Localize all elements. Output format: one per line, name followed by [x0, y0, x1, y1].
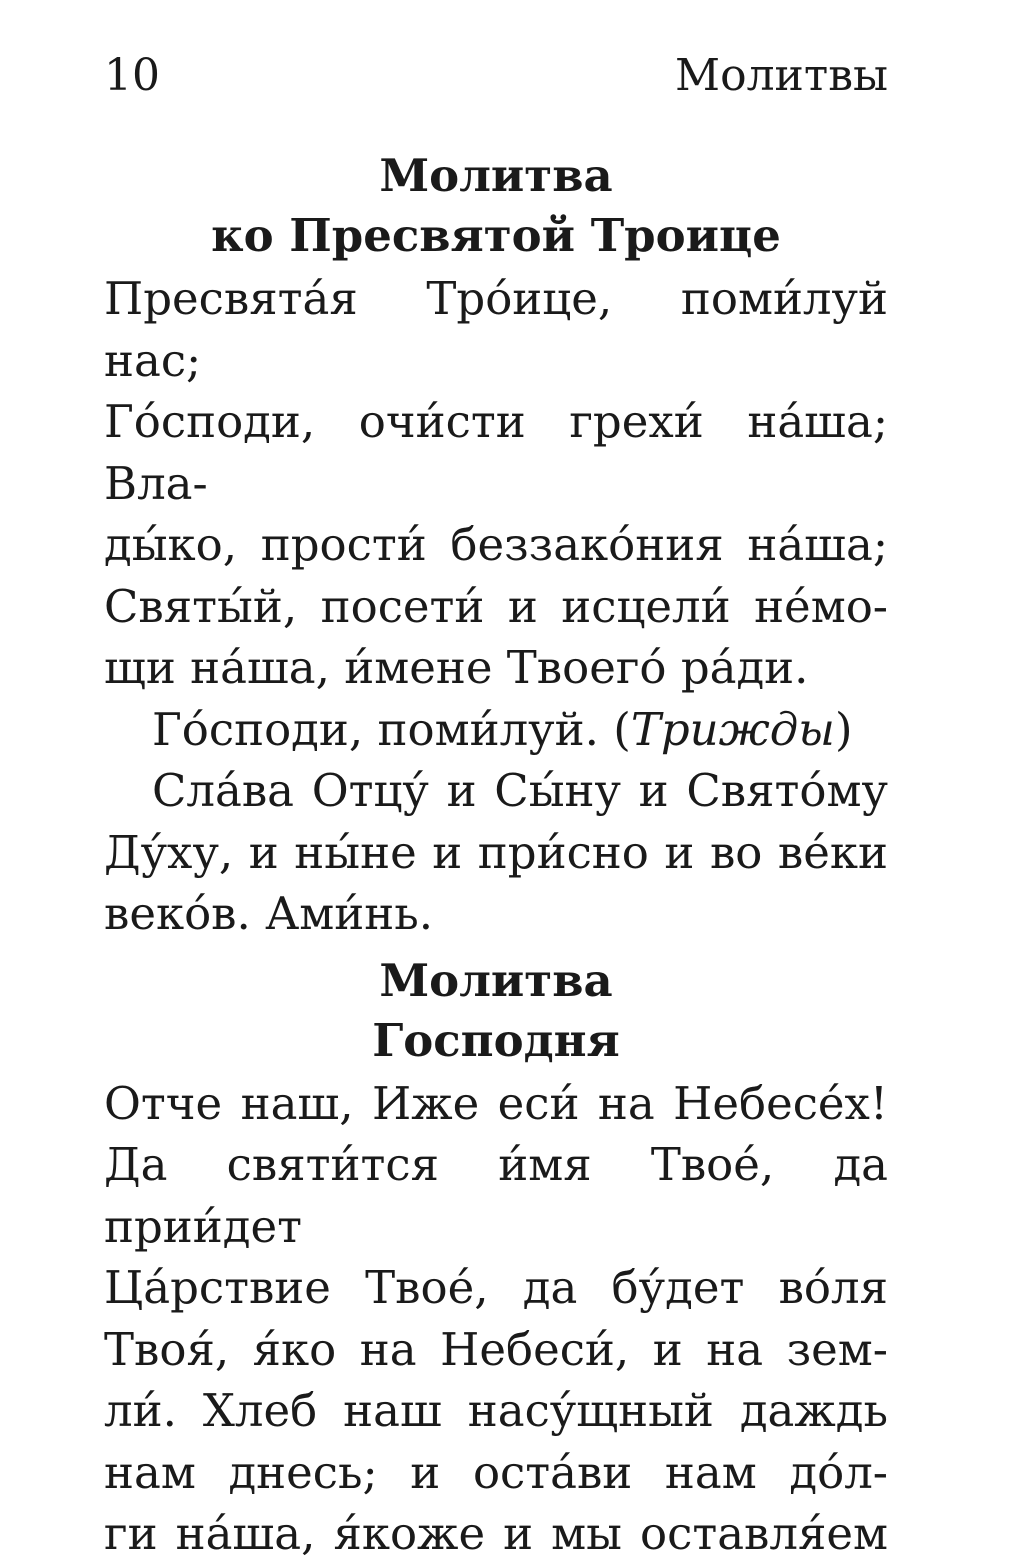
- kyrie-text: Го́споди, поми́луй.: [152, 702, 599, 756]
- title-line: Молитва: [379, 953, 613, 1007]
- lords-prayer-text: [104, 1073, 888, 1565]
- text-line: Да святи́тся и́мя Твое́, да прии́дет: [104, 1138, 888, 1253]
- paren-open: (: [598, 702, 631, 756]
- rubric-note: Трижды: [630, 702, 835, 756]
- running-title: Молитвы: [675, 50, 888, 101]
- text-line: ги на́ша, я́коже и мы оставля́ем: [104, 1507, 888, 1560]
- text-line: нам днесь; и оста́ви нам до́л-: [104, 1445, 888, 1499]
- trinity-prayer-text: [104, 268, 888, 945]
- trinity-prayer-title: [104, 146, 888, 266]
- text-line: Ца́рствие Твое́, да бу́дет во́ля: [104, 1261, 888, 1314]
- kyrie-line: [104, 699, 888, 761]
- text-line: щи на́ша, и́мене Твоего́ ра́ди.: [104, 641, 809, 694]
- text-line: Твоя́, я́ко на Небеси́, и на зем-: [104, 1322, 888, 1376]
- text-line: Отче наш, Иже еси́ на Небесе́х!: [104, 1076, 888, 1130]
- title-line: Господня: [372, 1013, 620, 1067]
- lords-prayer-title: [104, 951, 888, 1071]
- paren-close: ): [834, 702, 853, 756]
- page-header: [104, 40, 888, 110]
- text-line: Пресвята́я Тро́ице, поми́луй нас;: [104, 272, 888, 387]
- text-line: Святы́й, посети́ и исцели́ не́мо-: [104, 579, 888, 633]
- text-line: ли́. Хлеб наш насу́щный даждь: [104, 1384, 888, 1437]
- page-number: 10: [104, 50, 160, 101]
- title-line: Молитва: [379, 149, 613, 202]
- text-line: Го́споди, очи́сти грехи́ на́ша; Вла-: [104, 395, 888, 510]
- text-line: Сла́ва Отцу́ и Сы́ну и Свято́му: [152, 764, 888, 817]
- page-content: [104, 146, 888, 1565]
- title-line: ко Пресвятой Троице: [211, 209, 781, 262]
- text-line: веко́в. Ами́нь.: [104, 887, 433, 940]
- text-line: ды́ко, прости́ беззако́ния на́ша;: [104, 518, 888, 571]
- text-line: Ду́ху, и ны́не и при́сно и во ве́ки: [104, 825, 888, 879]
